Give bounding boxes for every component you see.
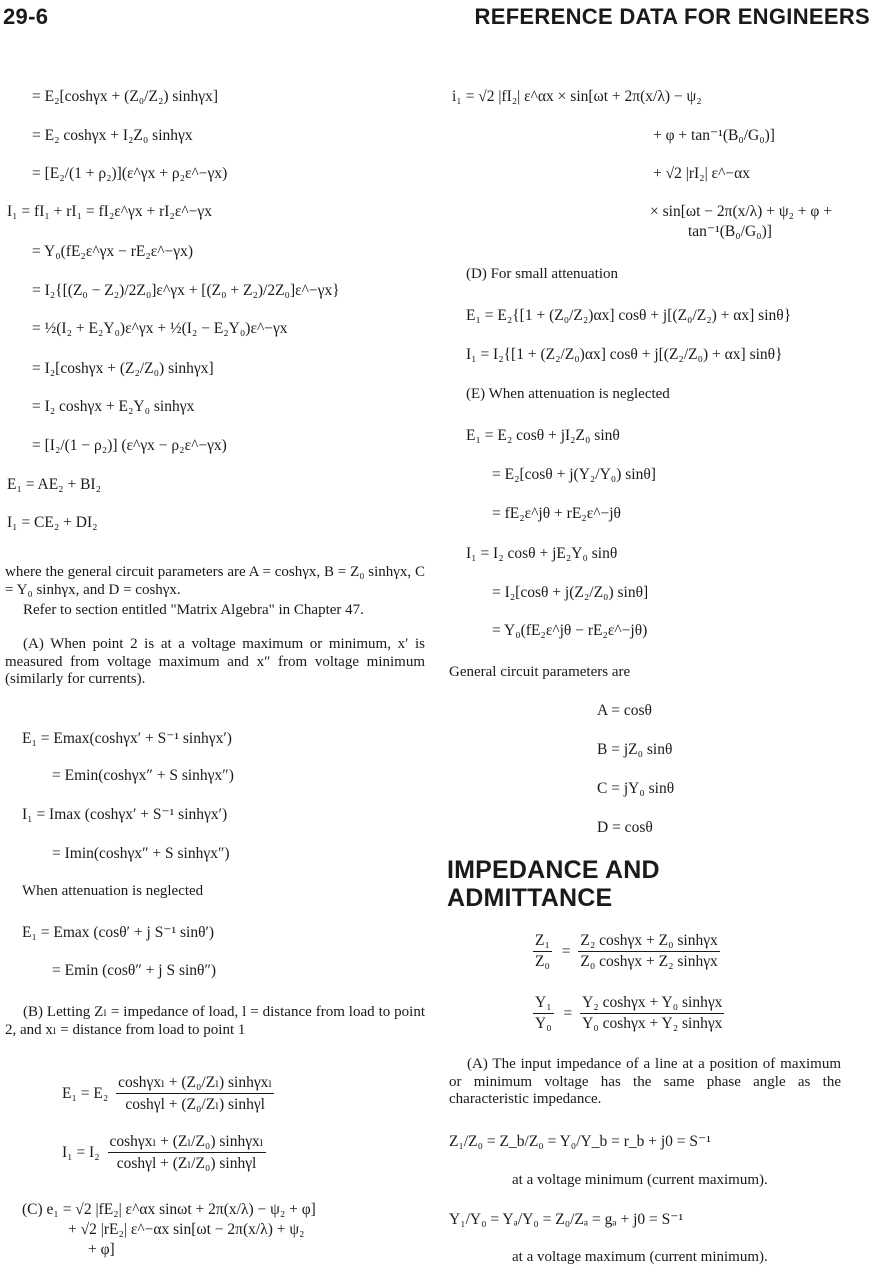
fraction-lhs: I₁ = I₂ [62,1143,100,1161]
fraction-i1 [62,1132,266,1173]
paragraph-general-parameters: where the general circuit parameters are A = coshγx, B = Z₀ sinhγx, C = Y₀ sinhγx, and D = coshγx. [5,564,425,598]
fraction-admittance: $\frac{\text{Y₁}}{\text{Y₀}}$ = $\frac{\text{Y₂ coshγx + Y₀ sinhγx}}{\text{Y₀ coshγx + Y₂ sinhγx}}$ [535,994,723,1032]
equation-line: E₁ = E₂ cosθ + jI₂Z₀ sinθ [466,427,620,444]
parameter-line: A = cosθ [597,702,652,719]
equation-line: + φ + tan⁻¹(B₀/G₀)] [653,127,775,144]
equation-note: at a voltage minimum (current maximum). [512,1172,768,1188]
equation-line: = [E₂/(1 + ρ₂)](ε^γx + ρ₂ε^−γx) [32,165,228,182]
parameter-line: C = jY₀ sinθ [597,780,675,797]
fraction-numerator: Z₁ [533,932,552,952]
paragraph-case-b: (B) Letting Zₗ = impedance of load, l = distance from load to point 2, and xₗ = distance from load to point 1 [5,1004,425,1038]
equation-line: = I₂{[(Z₀ − Z₂)/2Z₀]ε^γx + [(Z₀ + Z₂)/2Z₀]ε^−γx} [32,282,340,299]
paragraph-refer: Refer to section entitled "Matrix Algebra" in Chapter 47. [23,602,364,618]
fraction-denominator: Y₀ [535,1015,552,1032]
equation-line: I₁ = I₂ cosθ + jE₂Y₀ sinθ [466,545,618,562]
fraction-denominator: Z₀ coshγx + Z₂ sinhγx [580,953,718,970]
section-heading [447,856,847,912]
fraction-numerator: Z₂ coshγx + Z₀ sinhγx [578,932,719,952]
equation-line: + φ] [88,1241,115,1258]
fraction-numerator: coshγxₗ + (Z₀/Zₗ) sinhγxₗ [116,1073,274,1094]
equation-line: tan⁻¹(B₀/G₀)] [688,223,772,240]
fraction-denominator: coshγl + (Z₀/Zₗ) sinhγl [125,1096,265,1113]
paragraph-case-a: (A) When point 2 is at a voltage maximum or minimum, x′ is measured from voltage maximum and x″ from voltage minimum (similarly for currents). [5,636,425,688]
fraction-denominator: Z₀ [535,953,550,970]
equation-line: I₁ = I₂{[1 + (Z₂/Z₀)αx] cosθ + j[(Z₂/Z₀) + αx] sinθ} [466,346,783,363]
equation-line: = I₂[cosθ + j(Z₂/Z₀) sinθ] [492,584,649,601]
paragraph-case-d: (D) For small attenuation [466,266,619,282]
equation-line: × sin[ωt − 2π(x/λ) + ψ₂ + φ + [650,203,832,220]
equation-line: I₁ = fI₁ + rI₁ = fI₂ε^γx + rI₂ε^−γx [7,203,212,220]
equation-line: = fE₂ε^jθ + rE₂ε^−jθ [492,505,621,522]
fraction-impedance: $\frac{\text{Z₁}}{\text{Z₀}}$ = $\frac{\text{Z₂ coshγx + Z₀ sinhγx}}{\text{Z₀ coshγx + Z₂ sinhγx}}$ [535,932,718,970]
parameter-line: D = cosθ [597,819,653,836]
equation-line: = I₂[coshγx + (Z₂/Z₀) sinhγx] [32,360,214,377]
page-title: REFERENCE DATA FOR ENGINEERS [474,4,870,29]
fraction-e1 [62,1073,274,1114]
equation-line: = Emin(coshγx″ + S sinhγx″) [52,767,234,784]
fraction-lhs: E₁ = E₂ [62,1084,109,1102]
attenuation-note: When attenuation is neglected [22,883,204,899]
fraction-denominator: coshγl + (Zₗ/Z₀) sinhγl [116,1155,257,1172]
equation-line: I₁ = Imax (coshγx′ + S⁻¹ sinhγx′) [22,806,228,823]
equation-line: (C) e₁ = √2 |fE₂| ε^αx sinωt + 2π(x/λ) − ψ₂ + φ] [22,1201,316,1218]
equation-line: I₁ = CE₂ + DI₂ [7,514,98,531]
fraction-denominator: Y₀ coshγx + Y₂ sinhγx [582,1015,723,1032]
equation-line: E₁ = AE₂ + BI₂ [7,476,101,493]
equation-line: E₁ = E₂{[1 + (Z₀/Z₂)αx] cosθ + j[(Z₀/Z₂) + αx] sinθ} [466,307,792,324]
equation-line: + √2 |rE₂| ε^−αx sin[ωt − 2π(x/λ) + ψ₂ [68,1221,305,1238]
equation-line: E₁ = Emax (cosθ′ + j S⁻¹ sinθ′) [22,924,215,941]
paragraph-case-e: (E) When attenuation is neglected [466,386,670,402]
equation-line: i₁ = √2 |fI₂| ε^αx × sin[ωt + 2π(x/λ) − ψ₂ [452,88,702,105]
equation-line: = Y₀(fE₂ε^jθ − rE₂ε^−jθ) [492,622,648,639]
paragraph-input-impedance: (A) The input impedance of a line at a position of maximum or minimum voltage has the same phase angle as the characteristic impedance. [449,1056,841,1108]
equation-line: = I₂ coshγx + E₂Y₀ sinhγx [32,398,195,415]
general-parameters-intro: General circuit parameters are [449,664,631,680]
page-number: 29-6 [3,4,49,29]
equation-line: = [I₂/(1 − ρ₂)] (ε^γx − ρ₂ε^−γx) [32,437,227,454]
equation-line: Y₁/Y₀ = Yₐ/Y₀ = Z₀/Zₐ = gₐ + j0 = S⁻¹ [449,1211,684,1228]
section-heading-line: IMPEDANCE AND [447,856,660,884]
fraction-numerator: Y₁ [533,994,554,1014]
equation-line: = Emin (cosθ″ + j S sinθ″) [52,962,217,979]
equation-note: at a voltage maximum (current minimum). [512,1249,768,1265]
parameter-line: B = jZ₀ sinθ [597,741,673,758]
fraction-numerator: Y₂ coshγx + Y₀ sinhγx [580,994,724,1014]
section-heading-line: ADMITTANCE [447,884,613,912]
equation-line: = E₂[cosθ + j(Y₂/Y₀) sinθ] [492,466,656,483]
equation-line: = Y₀(fE₂ε^γx − rE₂ε^−γx) [32,243,194,260]
equation-line: = Imin(coshγx″ + S sinhγx″) [52,845,230,862]
equation-line: + √2 |rI₂| ε^−αx [653,165,750,182]
fraction-numerator: coshγxₗ + (Zₗ/Z₀) sinhγxₗ [108,1132,266,1153]
equation-line: = E₂[coshγx + (Z₀/Z₂) sinhγx] [32,88,218,105]
equation-line: E₁ = Emax(coshγx′ + S⁻¹ sinhγx′) [22,730,232,747]
equation-line: = E₂ coshγx + I₂Z₀ sinhγx [32,127,193,144]
equation-line: = ½(I₂ + E₂Y₀)ε^γx + ½(I₂ − E₂Y₀)ε^−γx [32,320,288,337]
equation-line: Z₁/Z₀ = Z_b/Z₀ = Y₀/Y_b = r_b + j0 = S⁻¹ [449,1133,711,1150]
